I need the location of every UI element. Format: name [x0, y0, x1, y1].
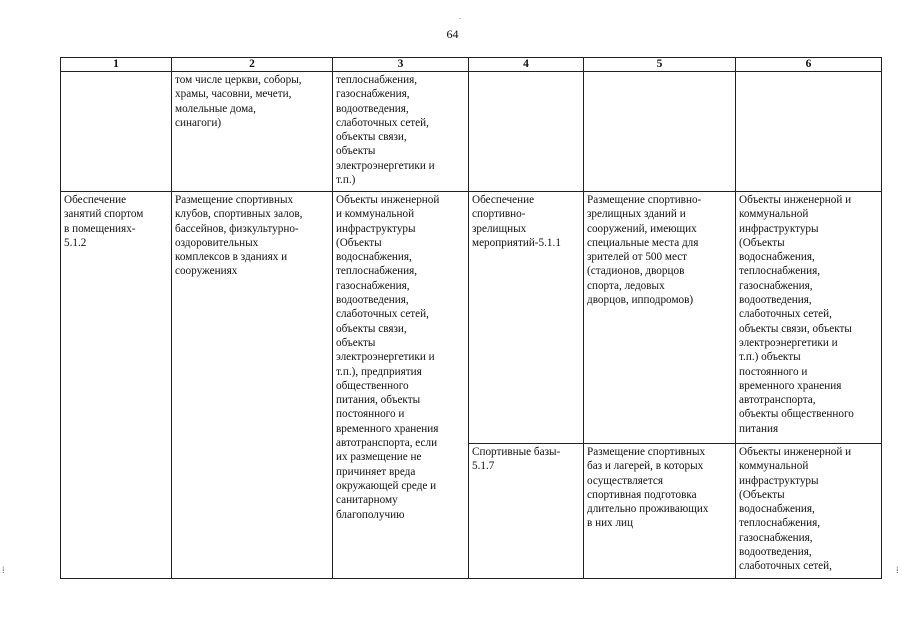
header-cell: 2 — [172, 58, 333, 72]
header-row — [61, 58, 882, 72]
table-cell: Размещение спортивных баз и лагерей, в которых осуществляется спортивная подготовка длительно проживающих в них лиц — [584, 444, 736, 579]
header-cell: 4 — [469, 58, 584, 72]
table-cell — [469, 72, 584, 192]
table-cell: том числе церкви, соборы, храмы, часовни, мечети, молельные дома, синагоги) — [172, 72, 333, 192]
table-row — [61, 192, 882, 444]
table-cell: Спортивные базы- 5.1.7 — [469, 444, 584, 579]
right-edge-mark: ⁞ — [896, 565, 899, 575]
table-cell: Размещение спортивно- зрелищных зданий и сооружений, имеющих специальные места для зрителей от 500 мест (стадионов, дворцов спорта, ледовых дворцов, ипподромов) — [584, 192, 736, 444]
table-cell: Обеспечение занятий спортом в помещениях- 5.1.2 — [61, 192, 172, 579]
table-cell — [584, 72, 736, 192]
table-cell: Объекты инженерной и коммунальной инфраструктуры (Объекты водоснабжения, теплоснабжения, газоснабжения, водоотведения, слаботочных сетей, — [736, 444, 882, 579]
table-cell: Объекты инженерной и коммунальной инфраструктуры (Объекты водоснабжения, теплоснабжения, газоснабжения, водоотведения, слаботочных сетей, объекты связи, объекты электроэнергетики и т.п.) объекты постоянного и временного хранения автотранспорта, объекты общественного питания — [736, 192, 882, 444]
header-cell: 5 — [584, 58, 736, 72]
header-cell: 6 — [736, 58, 882, 72]
left-edge-mark: ⁞ — [2, 565, 5, 575]
header-cell: 3 — [333, 58, 469, 72]
table-cell: Объекты инженерной и коммунальной инфраструктуры (Объекты водоснабжения, теплоснабжения, газоснабжения, водоотведения, слаботочных сетей, объекты связи, объекты электроэнергетики и т.п.), предприятия общественного питания, объекты постоянного и временного хранения автотранспорта, если их размещение не причиняет вреда окружающей среде и санитарному благополучию — [333, 192, 469, 579]
table-cell — [61, 72, 172, 192]
table-cell — [736, 72, 882, 192]
page-number: 64 — [446, 27, 459, 41]
header-cell: 1 — [61, 58, 172, 72]
table-cell: Обеспечение спортивно- зрелищных мероприятий-5.1.1 — [469, 192, 584, 444]
table-row — [61, 72, 882, 192]
scan-mark: . — [459, 12, 461, 21]
table-cell: теплоснабжения, газоснабжения, водоотведения, слаботочных сетей, объекты связи, объекты электроэнергетики и т.п.) — [333, 72, 469, 192]
land-use-table — [60, 57, 882, 579]
table-cell: Размещение спортивных клубов, спортивных залов, бассейнов, физкультурно- оздоровительных комплексов в зданиях и сооружениях — [172, 192, 333, 579]
